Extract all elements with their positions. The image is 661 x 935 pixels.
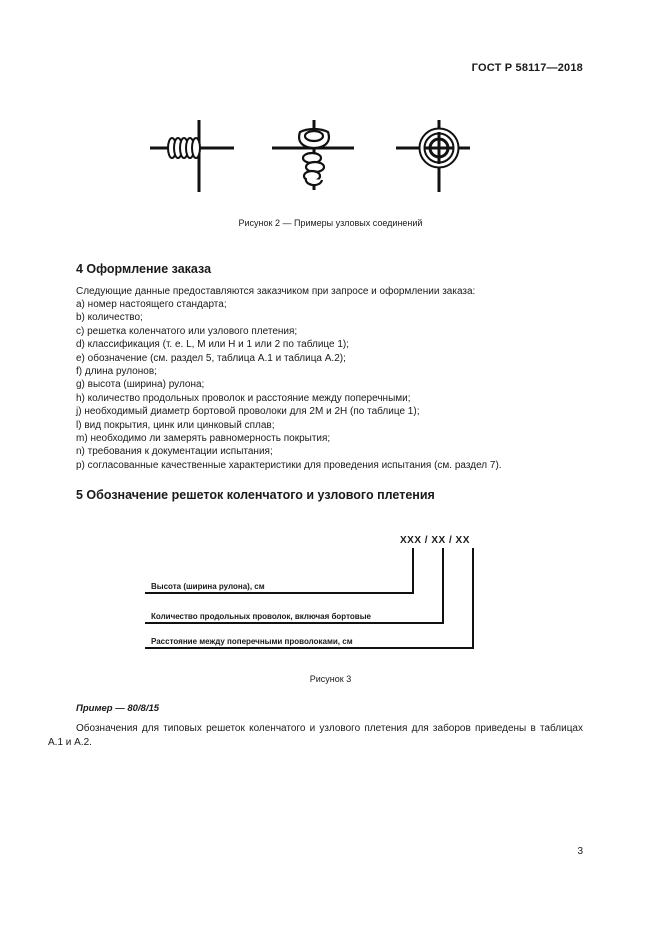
- twisted-knot-icon: [150, 120, 234, 192]
- example-label: Пример — 80/8/15: [76, 703, 160, 714]
- order-items-list: [76, 298, 596, 472]
- document-header: ГОСТ Р 58117—2018: [471, 62, 583, 74]
- section-4-title: 4 Оформление заказа: [76, 262, 212, 276]
- ring-knot-icon: [396, 120, 470, 192]
- list-item: j) необходимый диаметр бортовой проволоки для 2M и 2H (по таблице 1);: [76, 406, 420, 418]
- figure-eight-knot-icon: [272, 120, 354, 190]
- list-item: g) высота (ширина) рулона;: [76, 379, 205, 391]
- wire-count-label: Количество продольных проволок, включая бортовые: [151, 612, 371, 621]
- height-label: Высота (ширина рулона), см: [151, 582, 265, 591]
- designation-diagram: [145, 530, 490, 655]
- list-item: b) количество;: [76, 312, 143, 324]
- section-4-intro: Следующие данные предоставляются заказчиком при запросе и оформлении заказа:: [76, 286, 476, 297]
- section-5-title: 5 Обозначение решеток коленчатого и узлового плетения: [76, 488, 435, 502]
- list-item: а) номер настоящего стандарта;: [76, 299, 227, 310]
- list-item: c) решетка коленчатого или узлового плетения;: [76, 325, 298, 337]
- designation-code: XXX / XX / XX: [400, 535, 470, 546]
- list-item: f) длина рулонов;: [76, 366, 157, 378]
- list-item: d) классификация (т. е. L, M или H и 1 или 2 по таблице 1);: [76, 339, 350, 351]
- example-text: Обозначения для типовых решеток коленчатого и узлового плетения для заборов приведены в таблицах А.1 и А.2.: [48, 723, 583, 748]
- knot-figure: [140, 118, 470, 204]
- figure-2-caption: Рисунок 2 — Примеры узловых соединений: [238, 218, 423, 228]
- list-item: n) требования к документации испытания;: [76, 446, 273, 458]
- figure-3-caption: Рисунок 3: [309, 674, 352, 684]
- page-number: 3: [577, 846, 583, 857]
- list-item: l) вид покрытия, цинк или цинковый сплав;: [76, 419, 275, 431]
- spacing-label: Расстояние между поперечными проволоками, см: [151, 637, 353, 646]
- list-item: h) количество продольных проволок и расстояние между поперечными;: [76, 392, 411, 404]
- list-item: m) необходимо ли замерять равномерность покрытия;: [76, 433, 331, 445]
- list-item: e) обозначение (см. раздел 5, таблица А.1 и таблица А.2);: [76, 352, 346, 364]
- list-item: p) согласованные качественные характеристики для проведения испытания (см. раздел 7).: [76, 459, 502, 471]
